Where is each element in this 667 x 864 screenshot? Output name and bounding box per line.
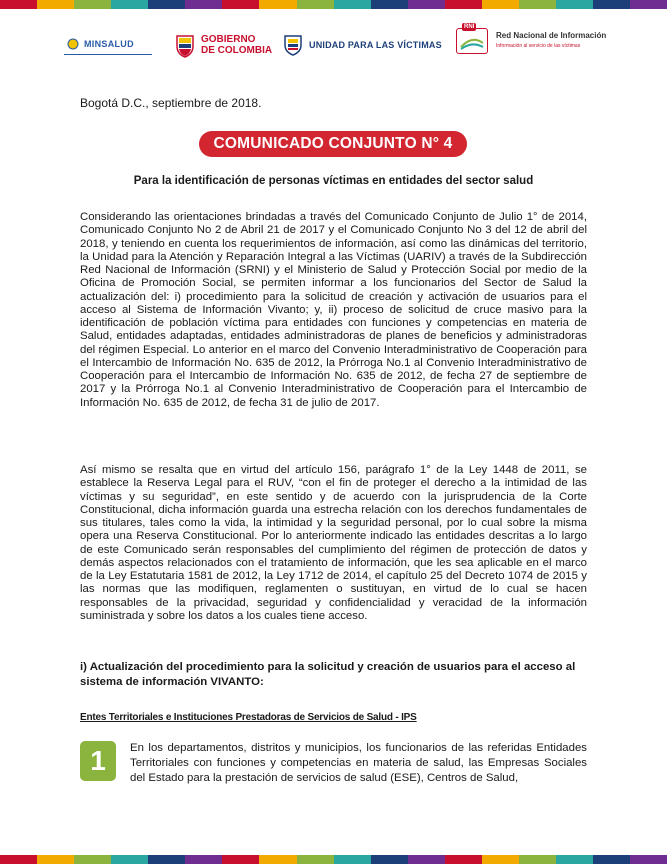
header-logos: [0, 24, 667, 74]
rni-logo: [456, 24, 607, 54]
stripe-segment: [482, 0, 519, 9]
minsalud-logo: [66, 38, 134, 50]
gobierno-logo: [174, 32, 272, 58]
stripe-segment: [445, 855, 482, 864]
body-paragraph-1: Considerando las orientaciones brindadas a través del Comunicado Conjunto de Julio 1° de 2014, Comunicado Conjunto No 2 de Abril 21 de 2017 y el Comunicado Conjunto No 3 del 12 de abril del 2018, y teniendo en cuenta los requerimientos de información, así como las dinámicas del territorio, la Unidad para la Atención y Reparación Integral a las Víctimas (UARIV) a través de la Subdirección Red Nacional de Información (SRNI) y el Ministerio de Salud y Protección Social por medio de la Oficina de Promoción Social, se permiten informar a los funcionarios del Sector de Salud la actualización del: i) procedimiento para la solicitud de creación y activación de usuarios para el acceso al Sistema de Información Vivanto; y, ii) proceso de solicitud de cruce masivo para la identificación de población víctima para entidades con funciones y competencias en materia de Salud, entidades adaptadas, entidades administradoras de planes de beneficios y administradoras del régimen Especial. Lo anterior en el marco del Convenio Interadministrativo de Cooperación para el Intercambio de Información No. 635 de 2012, la Prórroga No.1 al Convenio Interadministrativo de Cooperación para el Intercambio de Información No. 635 de 2012, de fecha 27 de septiembre de 2017 y la Prórroga No.1 al Convenio Interadministrativo de Cooperación para el Intercambio de Información No. 635 de 2012, de fecha 31 de julio de 2017.: [80, 211, 587, 409]
stripe-segment: [297, 855, 334, 864]
stripe-segment: [371, 855, 408, 864]
stripe-segment: [37, 855, 74, 864]
shield-icon: [283, 34, 303, 56]
step-number-badge: 1: [80, 741, 116, 781]
subsection-heading: Entes Territoriales e Instituciones Prestadoras de Servicios de Salud - IPS: [80, 712, 417, 723]
body-paragraph-2: Así mismo se resalta que en virtud del artículo 156, parágrafo 1° de la Ley 1448 de 2011, se establece la Reserva Legal para el RUV, “con el fin de proteger el derecho a la intimidad de las víctimas y su seguridad”, en este sentido y de acuerdo con la jurisprudencia de la Corte Constitucional, dicha información guarda una estrecha relación con los derechos fundamentales de sus titulares, tales como la vida, la intimidad y la seguridad personal, por lo cual sobre la misma opera una Reserva Constitucional. Por lo anteriormente indicado las entidades descritas a lo largo de este Comunicado serán responsables del cumplimiento del régimen de protección de datos y demás aspectos relacionados con el tratamiento de información, que les sea aplicable en el marco de la Ley Estatutaria 1581 de 2012, la Ley 1712 de 2014, el capítulo 25 del Decreto 1074 de 2015 y las normas que las modifiquen, reglamenten o sustituyan, en virtud de lo cual se hacen responsables de la privacidad, seguridad y confidencialidad y veracidad de la información suministrada y sobre los datos a los cuales tiene acceso.: [80, 464, 587, 622]
stripe-segment: [482, 855, 519, 864]
step-text: En los departamentos, distritos y municipios, los funcionarios de las referidas Entidades Territoriales con funciones y competencias en materia de salud, las Empresas Sociales del Estado para la prestación de servicios de salud (ESE), Centros de Salud,: [130, 742, 587, 785]
stripe-segment: [259, 0, 296, 9]
bottom-color-stripe: [0, 855, 667, 864]
stripe-segment: [519, 855, 556, 864]
stripe-segment: [556, 0, 593, 9]
stripe-segment: [371, 0, 408, 9]
document-title: COMUNICADO CONJUNTO N° 4: [199, 131, 467, 157]
stripe-segment: [222, 0, 259, 9]
minsalud-logo-text: MINSALUD: [84, 39, 134, 49]
colombia-coat-of-arms-icon: [174, 32, 196, 58]
stripe-segment: [148, 0, 185, 9]
date-line: Bogotá D.C., septiembre de 2018.: [80, 96, 262, 110]
stripe-segment: [408, 855, 445, 864]
rni-logo-title: Red Nacional de Información: [496, 31, 607, 40]
stripe-segment: [445, 0, 482, 9]
colombia-shield-icon: [66, 38, 80, 50]
section-heading: i) Actualización del procedimiento para la solicitud y creación de usuarios para el acceso al sistema de información VIVANTO:: [80, 661, 576, 688]
stripe-segment: [334, 0, 371, 9]
stripe-segment: [74, 0, 111, 9]
rni-tag: RNI: [464, 24, 475, 30]
stripe-segment: [111, 0, 148, 9]
rni-logo-subtitle: Información al servicio de las víctimas: [496, 43, 581, 49]
stripe-segment: [630, 855, 667, 864]
unidad-victimas-logo: [283, 34, 442, 56]
stripe-segment: [185, 855, 222, 864]
stripe-segment: [0, 0, 37, 9]
stripe-segment: [0, 855, 37, 864]
unidad-victimas-logo-text: UNIDAD PARA LAS VÍCTIMAS: [309, 40, 442, 50]
stripe-segment: [297, 0, 334, 9]
stripe-segment: [148, 855, 185, 864]
stripe-segment: [556, 855, 593, 864]
stripe-segment: [222, 855, 259, 864]
stripe-segment: [519, 0, 556, 9]
document-subtitle: Para la identificación de personas víctimas en entidades del sector salud: [133, 175, 534, 187]
gobierno-logo-line1: GOBIERNO: [201, 34, 256, 45]
stripe-segment: [593, 855, 630, 864]
top-color-stripe: [0, 0, 667, 9]
stripe-segment: [74, 855, 111, 864]
gobierno-logo-line2: DE COLOMBIA: [201, 45, 273, 56]
stripe-segment: [111, 855, 148, 864]
stripe-segment: [408, 0, 445, 9]
stripe-segment: [334, 855, 371, 864]
stripe-segment: [37, 0, 74, 9]
stripe-segment: [630, 0, 667, 9]
stripe-segment: [593, 0, 630, 9]
rni-badge-icon: [456, 24, 488, 54]
stripe-segment: [259, 855, 296, 864]
stripe-segment: [185, 0, 222, 9]
